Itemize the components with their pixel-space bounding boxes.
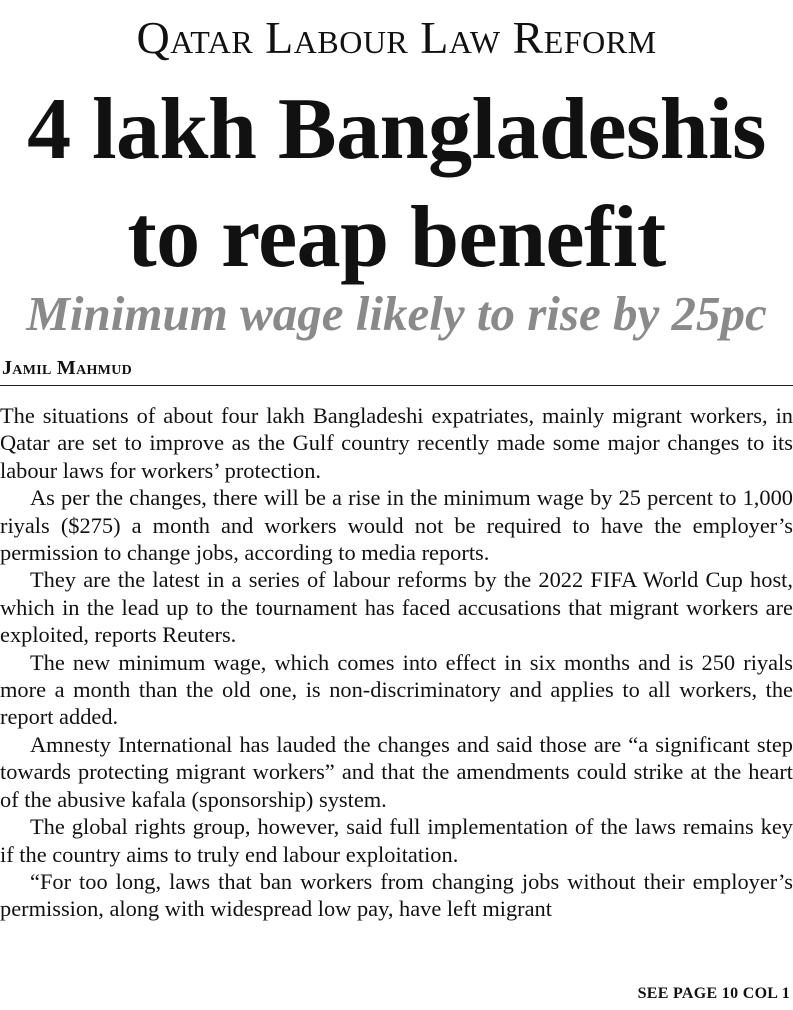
body-paragraph: As per the changes, there will be a rise in the minimum wage by 25 percent to 1,000 riyals ($275) a month and workers would not be required to have the employer’s permission to change jobs, according to media reports.	[0, 485, 793, 566]
article-subheadline: Minimum wage likely to rise by 25pc	[26, 286, 767, 341]
body-paragraph: The new minimum wage, which comes into effect in six months and is 250 riyals more a month than the old one, is non-discriminatory and applies to all workers, the report added.	[0, 649, 793, 730]
body-paragraph: They are the latest in a series of labour reforms by the 2022 FIFA World Cup host, which in the lead up to the tournament has faced accusations that migrant workers are exploited, reports Reuters.	[0, 567, 793, 648]
byline-divider	[0, 385, 793, 386]
article-kicker: Qatar Labour Law Reform	[136, 12, 657, 63]
headline-line-1: 4 lakh Bangladeshis	[27, 81, 766, 178]
article-headline	[0, 76, 793, 292]
body-paragraph: The situations of about four lakh Bangladeshi expatriates, mainly migrant workers, in Qatar are set to improve as the Gulf country recently made some major changes to its labour laws for workers’ protection.	[0, 403, 793, 483]
headline-line-2: to reap benefit	[127, 189, 666, 286]
article-byline: Jamil Mahmud	[2, 357, 133, 379]
body-paragraph: The global rights group, however, said full implementation of the laws remains key if the country aims to truly end labour exploitation.	[0, 814, 793, 867]
article-body	[0, 402, 793, 923]
continuation-jump-line: SEE PAGE 10 COL 1	[637, 985, 790, 1002]
body-paragraph: “For too long, laws that ban workers from changing jobs without their employer’s permission, along with widespread low pay, have left migrant	[0, 868, 793, 922]
body-paragraph: Amnesty International has lauded the changes and said those are “a significant step towards protecting migrant workers” and that the amendments could strike at the heart of the abusive kafala (sponsorship) system.	[0, 731, 793, 812]
